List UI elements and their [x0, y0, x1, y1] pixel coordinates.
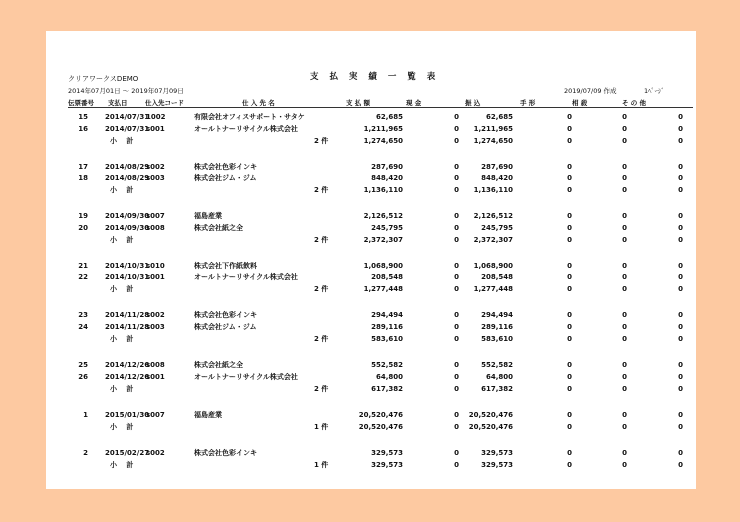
pay-date-cell: 2015/02/27: [105, 448, 150, 457]
table-row: [46, 163, 696, 172]
other-cell: 0: [678, 223, 683, 232]
bill-cell: 0: [567, 162, 572, 171]
cash-cell: 0: [454, 361, 459, 369]
created-date: 2019/07/09 作成: [564, 87, 617, 95]
supplier-code-cell: s003: [146, 174, 165, 183]
offset-cell: 0: [622, 212, 627, 221]
supplier-name-cell: 有限会社オフィスサポート・サタケ: [194, 113, 305, 121]
cash-cell: 0: [454, 311, 459, 320]
table-row: [46, 311, 696, 320]
cash-cell: 0: [454, 273, 459, 282]
other-cell: 0: [678, 212, 683, 221]
supplier-code-cell: s010: [146, 261, 165, 270]
transfer-cell: 1,136,110: [473, 186, 513, 195]
pay-date-cell: 2014/12/26: [105, 372, 150, 381]
table-row: [46, 113, 696, 122]
subtotal-count: 2 件: [314, 136, 329, 145]
table-row: [46, 174, 696, 183]
transfer-cell: 2,126,512: [473, 212, 513, 221]
transfer-cell: 583,610: [481, 335, 513, 343]
slip-no-cell: 17: [78, 162, 88, 171]
other-cell: 0: [678, 273, 683, 282]
table-row: [46, 273, 696, 282]
supplier-code-cell: s003: [146, 323, 165, 331]
col-amount: 支 払 額: [346, 99, 371, 107]
bill-cell: 0: [567, 235, 572, 244]
transfer-cell: 1,211,965: [473, 124, 513, 133]
transfer-cell: 1,068,900: [473, 261, 513, 270]
subtotal-label: 小 計: [110, 186, 134, 195]
supplier-name-cell: 株式会社色彩インキ: [194, 311, 257, 320]
offset-cell: 0: [622, 460, 627, 469]
subtotal-row: [46, 186, 696, 195]
cash-cell: 0: [454, 285, 459, 294]
amount-cell: 1,068,900: [363, 261, 403, 270]
subtotal-label: 小 計: [110, 460, 134, 469]
slip-no-cell: 24: [78, 323, 88, 331]
slip-no-cell: 25: [78, 361, 88, 369]
supplier-code-cell: 1002: [146, 113, 166, 121]
transfer-cell: 294,494: [481, 311, 513, 320]
cash-cell: 0: [454, 136, 459, 145]
other-cell: 0: [678, 174, 683, 183]
other-cell: 0: [678, 460, 683, 469]
offset-cell: 0: [622, 323, 627, 331]
amount-cell: 62,685: [375, 113, 403, 121]
cash-cell: 0: [454, 422, 459, 431]
transfer-cell: 62,685: [485, 113, 513, 121]
subtotal-count: 1 件: [314, 460, 329, 469]
supplier-code-cell: s002: [146, 448, 165, 457]
amount-cell: 1,277,448: [363, 285, 403, 294]
offset-cell: 0: [622, 124, 627, 133]
table-row: [46, 411, 696, 420]
offset-cell: 0: [622, 223, 627, 232]
cash-cell: 0: [454, 223, 459, 232]
transfer-cell: 64,800: [485, 372, 513, 381]
offset-cell: 0: [622, 384, 627, 393]
col-supplier-code: 仕入先コード: [145, 99, 184, 107]
table-row: [46, 262, 696, 271]
offset-cell: 0: [622, 448, 627, 457]
other-cell: 0: [678, 186, 683, 195]
pay-date-cell: 2014/12/26: [105, 361, 150, 369]
table-row: [46, 224, 696, 233]
subtotal-count: 2 件: [314, 384, 329, 393]
col-bill: 手 形: [520, 99, 536, 107]
amount-cell: 848,420: [371, 174, 403, 183]
amount-cell: 64,800: [375, 372, 403, 381]
subtotal-row: [46, 335, 696, 344]
cash-cell: 0: [454, 323, 459, 331]
offset-cell: 0: [622, 174, 627, 183]
offset-cell: 0: [622, 335, 627, 343]
supplier-name-cell: オールトナーリサイクル株式会社: [194, 273, 298, 282]
subtotal-label: 小 計: [110, 384, 134, 393]
slip-no-cell: 15: [78, 113, 88, 121]
bill-cell: 0: [567, 113, 572, 121]
bill-cell: 0: [567, 422, 572, 431]
transfer-cell: 617,382: [481, 384, 513, 393]
cash-cell: 0: [454, 372, 459, 381]
supplier-name-cell: 福島産業: [194, 212, 222, 221]
col-slip-no: 伝票番号: [68, 99, 94, 107]
subtotal-label: 小 計: [110, 285, 134, 294]
amount-cell: 583,610: [371, 335, 403, 343]
cash-cell: 0: [454, 113, 459, 121]
slip-no-cell: 19: [78, 212, 88, 221]
cash-cell: 0: [454, 174, 459, 183]
slip-no-cell: 22: [78, 273, 88, 282]
amount-cell: 20,520,476: [358, 410, 403, 419]
subtotal-row: [46, 423, 696, 432]
other-cell: 0: [678, 422, 683, 431]
amount-cell: 1,274,650: [363, 136, 403, 145]
subtotal-count: 1 件: [314, 422, 329, 431]
offset-cell: 0: [622, 410, 627, 419]
supplier-name-cell: 株式会社色彩インキ: [194, 162, 257, 171]
supplier-name-cell: 株式会社紙之全: [194, 361, 243, 369]
cash-cell: 0: [454, 460, 459, 469]
cash-cell: 0: [454, 124, 459, 133]
other-cell: 0: [678, 323, 683, 331]
pay-date-cell: 2014/10/31: [105, 261, 150, 270]
amount-cell: 617,382: [371, 384, 403, 393]
header-divider: [68, 107, 693, 108]
slip-no-cell: 2: [83, 448, 88, 457]
supplier-name-cell: 福島産業: [194, 410, 222, 419]
amount-cell: 289,116: [371, 323, 403, 331]
supplier-name-cell: オールトナーリサイクル株式会社: [194, 372, 298, 381]
other-cell: 0: [678, 448, 683, 457]
other-cell: 0: [678, 162, 683, 171]
bill-cell: 0: [567, 223, 572, 232]
transfer-cell: 329,573: [481, 460, 513, 469]
bill-cell: 0: [567, 372, 572, 381]
cash-cell: 0: [454, 410, 459, 419]
subtotal-count: 2 件: [314, 235, 329, 244]
subtotal-row: [46, 236, 696, 245]
offset-cell: 0: [622, 136, 627, 145]
other-cell: 0: [678, 335, 683, 343]
offset-cell: 0: [622, 372, 627, 381]
company-name: クリアワークスDEMO: [68, 75, 139, 83]
cash-cell: 0: [454, 335, 459, 343]
offset-cell: 0: [622, 235, 627, 244]
transfer-cell: 1,274,650: [473, 136, 513, 145]
cash-cell: 0: [454, 448, 459, 457]
bill-cell: 0: [567, 174, 572, 183]
col-other: そ の 他: [622, 99, 647, 107]
transfer-cell: 2,372,307: [473, 235, 513, 244]
col-transfer: 振 込: [465, 99, 481, 107]
pay-date-cell: 2014/11/28: [105, 311, 150, 320]
transfer-cell: 208,548: [481, 273, 513, 282]
cash-cell: 0: [454, 261, 459, 270]
report-period: 2014年07月01日 ～ 2019年07月09日: [68, 87, 184, 95]
table-row: [46, 361, 696, 370]
pay-date-cell: 2014/09/30: [105, 223, 150, 232]
offset-cell: 0: [622, 273, 627, 282]
offset-cell: 0: [622, 422, 627, 431]
subtotal-count: 2 件: [314, 186, 329, 195]
bill-cell: 0: [567, 323, 572, 331]
subtotal-count: 2 件: [314, 285, 329, 294]
offset-cell: 0: [622, 311, 627, 320]
supplier-code-cell: s008: [146, 223, 165, 232]
supplier-name-cell: 株式会社ジム・ジム: [194, 323, 257, 331]
subtotal-row: [46, 137, 696, 146]
bill-cell: 0: [567, 410, 572, 419]
slip-no-cell: 23: [78, 311, 88, 320]
table-row: [46, 449, 696, 458]
bill-cell: 0: [567, 136, 572, 145]
other-cell: 0: [678, 113, 683, 121]
slip-no-cell: 20: [78, 223, 88, 232]
supplier-code-cell: s007: [146, 410, 165, 419]
slip-no-cell: 26: [78, 372, 88, 381]
bill-cell: 0: [567, 384, 572, 393]
transfer-cell: 329,573: [481, 448, 513, 457]
cash-cell: 0: [454, 212, 459, 221]
bill-cell: 0: [567, 448, 572, 457]
amount-cell: 1,136,110: [363, 186, 403, 195]
pay-date-cell: 2014/08/29: [105, 162, 150, 171]
subtotal-label: 小 計: [110, 235, 134, 244]
supplier-name-cell: 株式会社紙之全: [194, 223, 243, 232]
amount-cell: 2,126,512: [363, 212, 403, 221]
table-row: [46, 125, 696, 134]
pay-date-cell: 2015/01/30: [105, 410, 150, 419]
cash-cell: 0: [454, 162, 459, 171]
offset-cell: 0: [622, 285, 627, 294]
bill-cell: 0: [567, 261, 572, 270]
bill-cell: 0: [567, 186, 572, 195]
subtotal-count: 2 件: [314, 335, 329, 343]
amount-cell: 208,548: [371, 273, 403, 282]
other-cell: 0: [678, 136, 683, 145]
amount-cell: 1,211,965: [363, 124, 403, 133]
subtotal-label: 小 計: [110, 422, 134, 431]
cash-cell: 0: [454, 235, 459, 244]
other-cell: 0: [678, 285, 683, 294]
amount-cell: 20,520,476: [358, 422, 403, 431]
report-sheet: [46, 31, 696, 489]
bill-cell: 0: [567, 273, 572, 282]
table-row: [46, 323, 696, 332]
pay-date-cell: 2014/08/29: [105, 174, 150, 183]
transfer-cell: 287,690: [481, 162, 513, 171]
slip-no-cell: 21: [78, 261, 88, 270]
amount-cell: 329,573: [371, 448, 403, 457]
offset-cell: 0: [622, 361, 627, 369]
other-cell: 0: [678, 384, 683, 393]
pay-date-cell: 2014/11/28: [105, 323, 150, 331]
pay-date-cell: 2014/10/31: [105, 273, 150, 282]
pay-date-cell: 2014/07/31: [105, 113, 150, 121]
cash-cell: 0: [454, 186, 459, 195]
offset-cell: 0: [622, 186, 627, 195]
col-supplier-name: 仕 入 先 名: [242, 99, 275, 107]
amount-cell: 2,372,307: [363, 235, 403, 244]
transfer-cell: 20,520,476: [468, 422, 513, 431]
offset-cell: 0: [622, 113, 627, 121]
supplier-code-cell: s001: [146, 124, 165, 133]
supplier-code-cell: s007: [146, 212, 165, 221]
amount-cell: 329,573: [371, 460, 403, 469]
supplier-code-cell: s001: [146, 372, 165, 381]
bill-cell: 0: [567, 460, 572, 469]
supplier-code-cell: s002: [146, 311, 165, 320]
amount-cell: 287,690: [371, 162, 403, 171]
transfer-cell: 20,520,476: [468, 410, 513, 419]
other-cell: 0: [678, 361, 683, 369]
subtotal-row: [46, 385, 696, 394]
amount-cell: 245,795: [371, 223, 403, 232]
slip-no-cell: 1: [83, 410, 88, 419]
bill-cell: 0: [567, 335, 572, 343]
other-cell: 0: [678, 124, 683, 133]
table-row: [46, 373, 696, 382]
bill-cell: 0: [567, 212, 572, 221]
bill-cell: 0: [567, 361, 572, 369]
offset-cell: 0: [622, 162, 627, 171]
transfer-cell: 1,277,448: [473, 285, 513, 294]
transfer-cell: 245,795: [481, 223, 513, 232]
subtotal-label: 小 計: [110, 335, 134, 343]
cash-cell: 0: [454, 384, 459, 393]
supplier-code-cell: s001: [146, 273, 165, 282]
col-offset: 相 殺: [572, 99, 588, 107]
slip-no-cell: 16: [78, 124, 88, 133]
other-cell: 0: [678, 311, 683, 320]
subtotal-row: [46, 461, 696, 470]
supplier-name-cell: オールトナーリサイクル株式会社: [194, 124, 298, 133]
pay-date-cell: 2014/09/30: [105, 212, 150, 221]
other-cell: 0: [678, 261, 683, 270]
col-pay-date: 支払日: [108, 99, 128, 107]
supplier-code-cell: s002: [146, 162, 165, 171]
transfer-cell: 289,116: [481, 323, 513, 331]
bill-cell: 0: [567, 285, 572, 294]
bill-cell: 0: [567, 311, 572, 320]
amount-cell: 294,494: [371, 311, 403, 320]
amount-cell: 552,582: [371, 361, 403, 369]
other-cell: 0: [678, 410, 683, 419]
other-cell: 0: [678, 372, 683, 381]
supplier-name-cell: 株式会社ジム・ジム: [194, 174, 257, 183]
slip-no-cell: 18: [78, 174, 88, 183]
subtotal-label: 小 計: [110, 136, 134, 145]
transfer-cell: 552,582: [481, 361, 513, 369]
pay-date-cell: 2014/07/31: [105, 124, 150, 133]
subtotal-row: [46, 285, 696, 294]
transfer-cell: 848,420: [481, 174, 513, 183]
supplier-name-cell: 株式会社下作紙飲料: [194, 261, 257, 270]
offset-cell: 0: [622, 261, 627, 270]
bill-cell: 0: [567, 124, 572, 133]
supplier-code-cell: s008: [146, 361, 165, 369]
page-number: 1ﾍﾟｰｼﾞ: [644, 87, 665, 95]
table-row: [46, 212, 696, 221]
col-cash: 現 金: [406, 99, 422, 107]
other-cell: 0: [678, 235, 683, 244]
supplier-name-cell: 株式会社色彩インキ: [194, 448, 257, 457]
report-title: 支 払 実 績 一 覧 表: [310, 72, 440, 82]
